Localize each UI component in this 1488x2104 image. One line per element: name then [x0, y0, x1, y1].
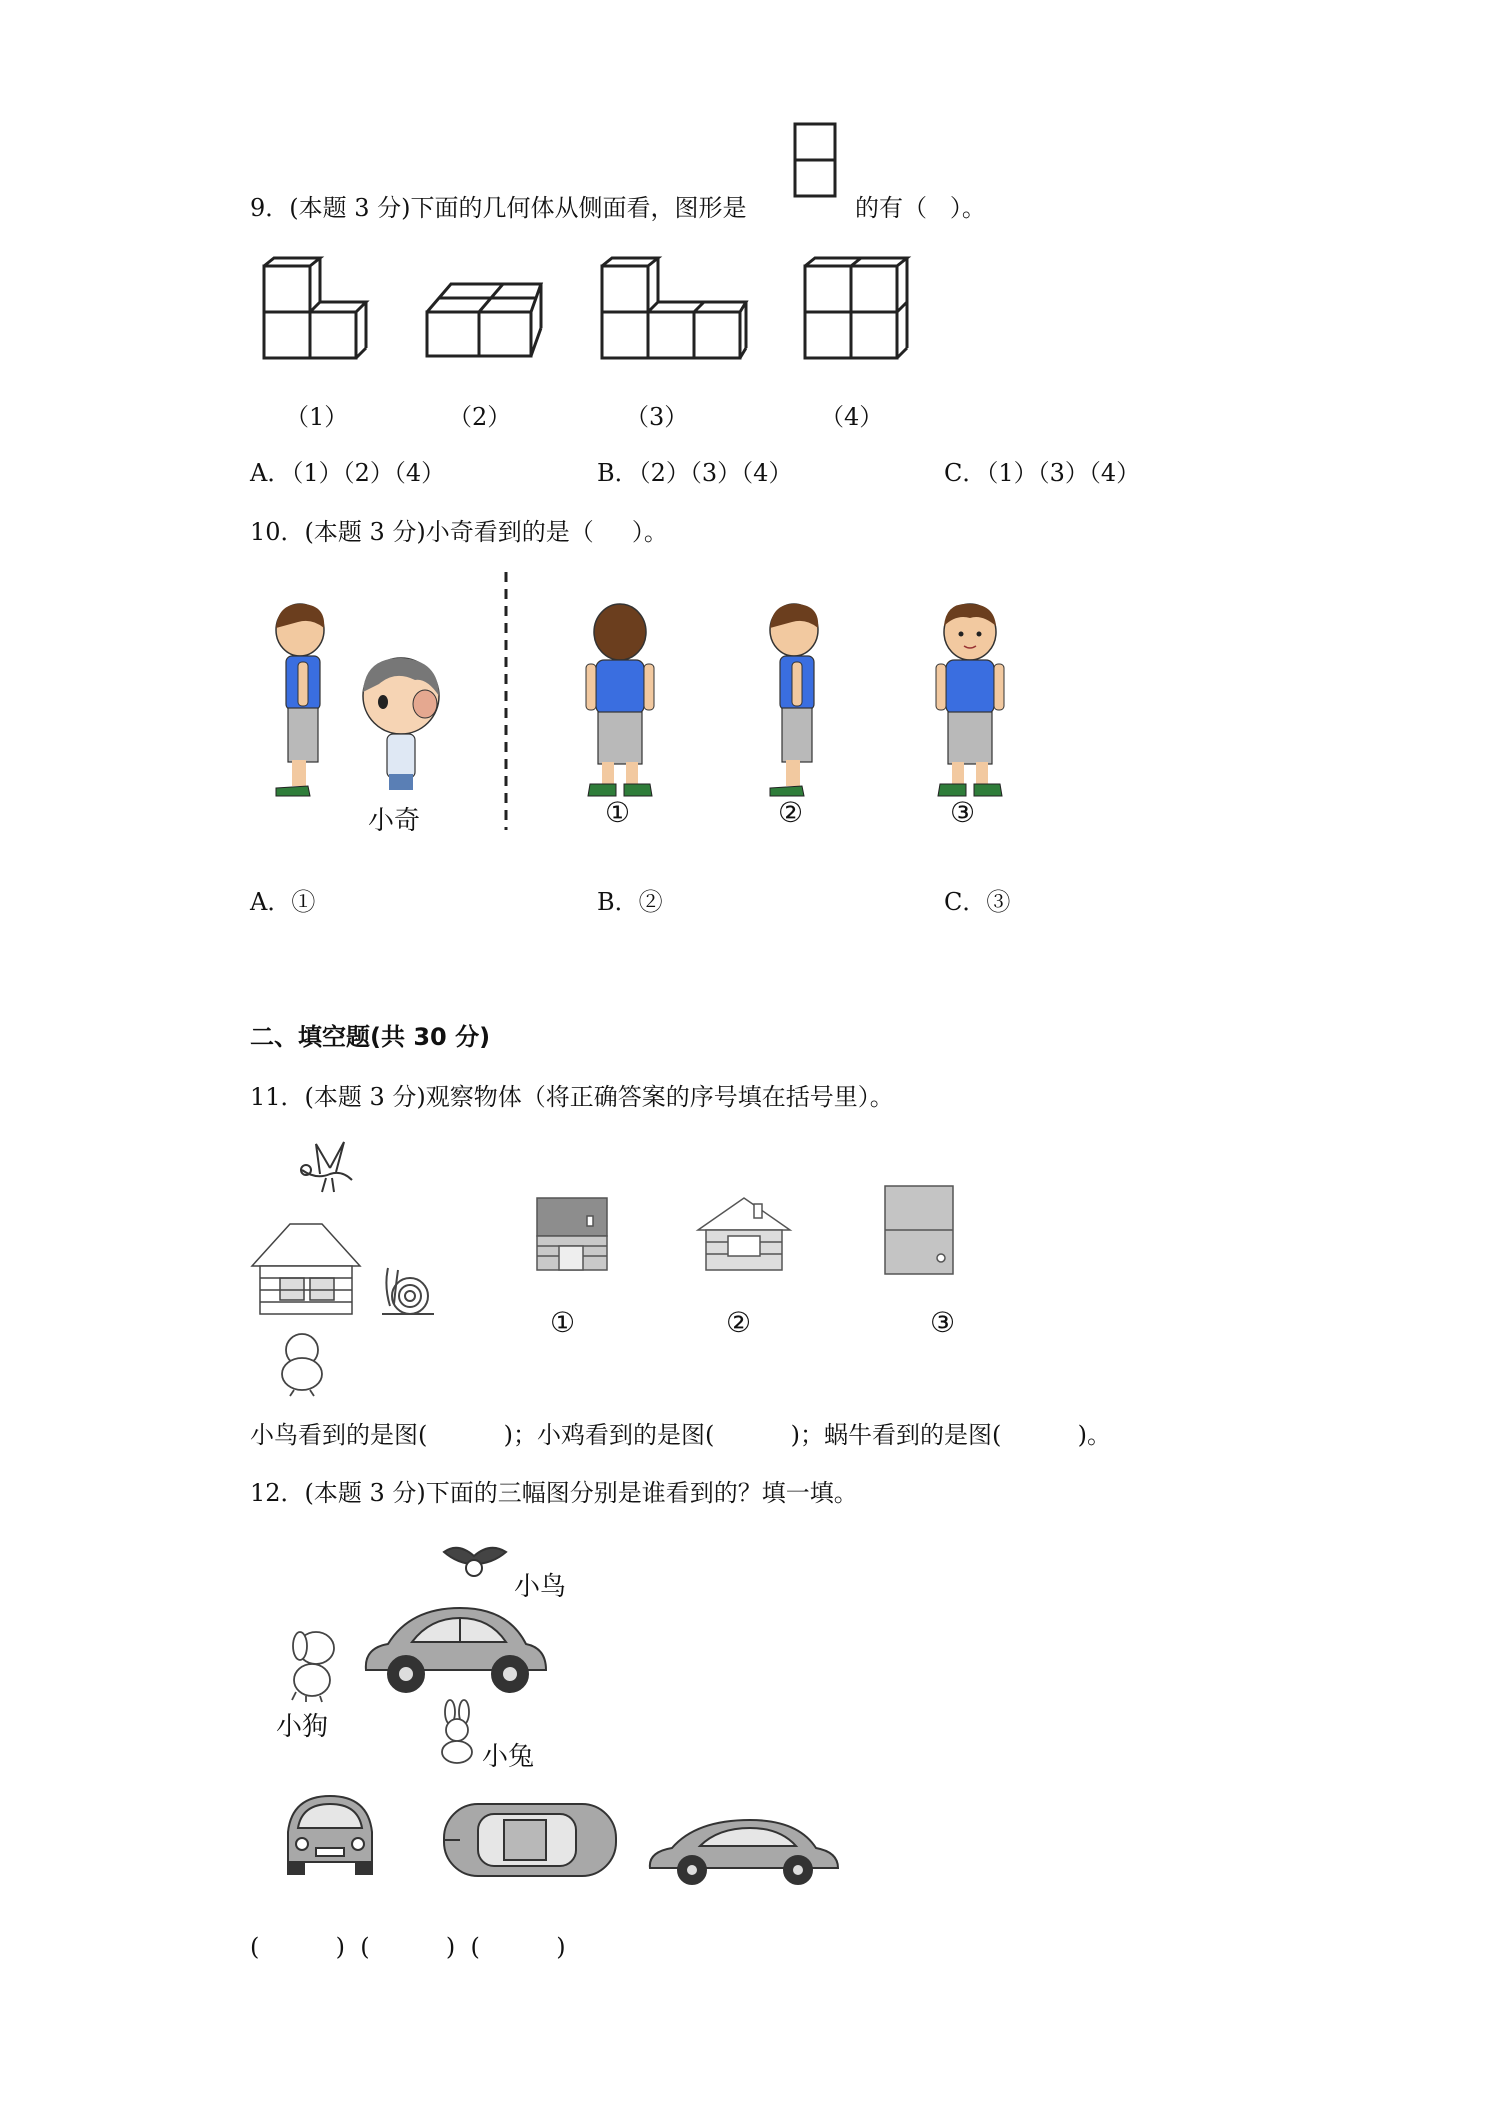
dog-icon: [276, 1626, 346, 1702]
q11-fig-label-2: ②: [726, 1306, 752, 1339]
dashed-divider: [503, 572, 509, 830]
q11-stem: 11．(本题 3 分)观察物体（将正确答案的序号填在括号里）。: [250, 1083, 894, 1111]
q10-stem: 10．(本题 3 分)小奇看到的是（ ）。: [250, 518, 668, 546]
boy-side-view-scene: [268, 600, 338, 800]
bird-scene-icon: [296, 1140, 360, 1196]
cube-figure-2: [425, 282, 543, 360]
q9-stem-suffix: 的有（ ）。: [855, 194, 986, 222]
q11-fig-label-3: ③: [930, 1306, 956, 1339]
side-view-reference-icon: [793, 122, 839, 200]
house-scene-icon: [250, 1218, 368, 1318]
car-side-view: [646, 1818, 842, 1888]
house-view-1: [535, 1196, 609, 1272]
q9-fig-label-1: （1）: [285, 403, 349, 431]
house-view-2: [696, 1196, 792, 1272]
car-front-view: [282, 1792, 378, 1876]
cube-figure-4: [803, 256, 909, 360]
boy-side-view: [762, 600, 832, 800]
bird-label: 小鸟: [514, 1572, 567, 1602]
dog-label: 小狗: [276, 1712, 329, 1742]
q9-fig-label-3: （3）: [625, 403, 689, 431]
cube-figure-3: [600, 256, 748, 360]
q9-fig-label-4: （4）: [820, 403, 884, 431]
q10-fig-label-1: ①: [605, 796, 631, 829]
car-top-view: [440, 1800, 620, 1880]
rabbit-label: 小兔: [482, 1742, 535, 1772]
q9-fig-label-2: （2）: [448, 403, 512, 431]
boy-back-view: [580, 600, 660, 800]
q10-option-b[interactable]: B．②: [597, 888, 663, 916]
q10-option-a[interactable]: A．①: [250, 888, 316, 916]
q11-blanks-line[interactable]: 小鸟看到的是图( )；小鸡看到的是图( )；蜗牛看到的是图( )。: [250, 1421, 1112, 1449]
house-view-3: [883, 1184, 955, 1278]
q9-option-a[interactable]: A．（1）（2）（4）: [250, 459, 446, 487]
q11-fig-label-1: ①: [550, 1306, 576, 1339]
q9-option-b[interactable]: B．（2）（3）（4）: [597, 459, 793, 487]
cube-figure-1: [262, 256, 368, 360]
section-title: 二、填空题(共 30 分): [250, 1023, 491, 1051]
car-scene-icon: [360, 1604, 550, 1698]
q10-fig-label-3: ③: [950, 796, 976, 829]
chick-scene-icon: [272, 1330, 332, 1396]
q12-blanks-line[interactable]: ( ) ( ) ( ): [250, 1933, 566, 1961]
q9-stem-prefix: 9．(本题 3 分)下面的几何体从侧面看，图形是: [250, 194, 747, 222]
q10-option-c[interactable]: C．③: [944, 888, 1011, 916]
rabbit-icon: [436, 1700, 480, 1764]
q9-option-c[interactable]: C．（1）（3）（4）: [944, 459, 1141, 487]
boy-front-view: [930, 600, 1010, 800]
bird-icon: [440, 1534, 510, 1584]
q12-stem: 12．(本题 3 分)下面的三幅图分别是谁看到的？填一填。: [250, 1479, 858, 1507]
xiaoqi-character: [355, 656, 445, 796]
q10-fig-label-2: ②: [778, 796, 804, 829]
snail-scene-icon: [376, 1256, 440, 1320]
observer-label: 小奇: [368, 806, 421, 836]
